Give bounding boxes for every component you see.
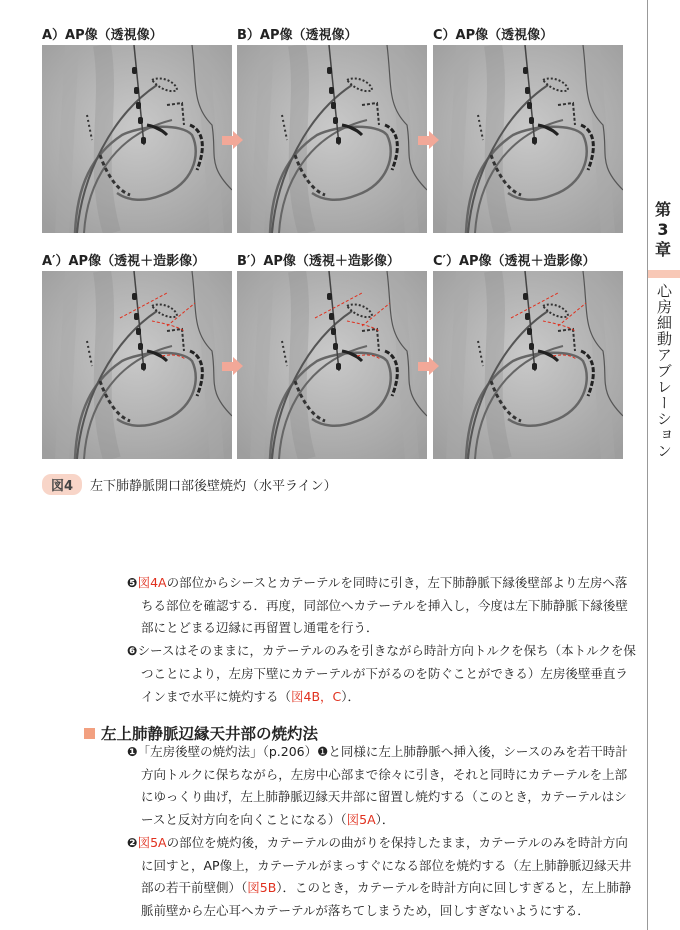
fluoroscopy-image-a <box>42 45 232 233</box>
item-text-tail: ）．このとき，カテーテルを時計方向に回しすぎると，左上肺静脈前壁から左心耳へカテーテルが落ちてしまうため，回しすぎないようにする． <box>141 880 632 918</box>
item-number: ❶ <box>127 744 138 759</box>
item-text: シースはそのままに，カテーテルのみを引きながら時計方向トルクを保ち（本トルクを保つことにより，左房下壁にカテーテルが下がるのを防ぐことができる）左房後壁垂直ラインまで水平に焼灼する（ <box>137 643 636 704</box>
figure-ref-link[interactable]: 図5A <box>346 812 376 828</box>
panel-label-b-prime: B′）AP像（透視＋造影像） <box>237 254 400 269</box>
contrast-image-c <box>433 271 623 459</box>
item-text: 「左房後壁の焼灼法」（p.206）❶と同様に左上肺静脈へ挿入後，シースのみを若干時計方向トルクに保ちながら，左房中心部まで徐々に引き，それと同時にカテーテルを上部にゆっくり曲げ，左上肺静脈辺縁天井部に留置し焼灼する（このとき，カテーテルはシースと反対方向を向くことになる）（ <box>137 744 628 828</box>
item-text-tail: ）． <box>341 688 361 704</box>
sidebar-divider <box>647 0 648 930</box>
section2-list <box>127 741 637 923</box>
panel-label-c: C）AP像（透視像） <box>433 28 554 43</box>
list-item <box>127 741 637 832</box>
chapter-suffix: 章 <box>654 240 671 259</box>
list-item <box>127 572 637 640</box>
item-text-tail: ）． <box>375 812 395 828</box>
list-item <box>127 832 637 923</box>
chapter-accent-bar <box>648 270 680 278</box>
chapter-prefix: 第 <box>654 200 671 219</box>
item-number: ❷ <box>127 834 138 850</box>
chapter-num: 3 <box>657 220 669 239</box>
figure-ref-link[interactable]: 図4A <box>137 575 167 590</box>
figure-ref-link[interactable]: 図5A <box>137 834 167 850</box>
figure-caption <box>42 474 337 495</box>
caption-text: 左下肺静脈開口部後壁焼灼（水平ライン） <box>90 479 337 494</box>
item-number: ❻ <box>127 643 138 659</box>
panel-label-a-prime: A′）AP像（透視＋造影像） <box>42 254 206 269</box>
panel-label-b: B）AP像（透視像） <box>237 28 358 43</box>
contrast-image-b <box>237 271 427 459</box>
fluoroscopy-image-b <box>237 45 427 233</box>
panel-label-a: A）AP像（透視像） <box>42 28 163 43</box>
heading-square-icon <box>84 728 95 739</box>
item-text: の部位からシースとカテーテルを同時に引き，左下肺静脈下縁後壁部より左房へ落ちる部位を確認する．再度，同部位へカテーテルを挿入し，今度は左下肺静脈下縁後壁部にとどまる辺縁に再留置し通電を行う． <box>141 575 628 636</box>
section1-list <box>127 572 637 708</box>
figure-ref-link[interactable]: 図4B，C <box>291 688 342 704</box>
item-number: ❺ <box>127 575 138 590</box>
panel-label-c-prime: C′）AP像（透視＋造影像） <box>433 254 596 269</box>
heading-text: 左上肺静脈辺縁天井部の焼灼法 <box>101 725 319 743</box>
contrast-image-a <box>42 271 232 459</box>
figure-number-badge: 図4 <box>42 474 82 495</box>
chapter-title: 心房細動アブレーション <box>655 283 673 459</box>
list-item <box>127 640 637 708</box>
fluoroscopy-image-c <box>433 45 623 233</box>
chapter-number <box>652 200 674 260</box>
figure-ref-link[interactable]: 図5B <box>247 880 277 896</box>
item-text: の部位を焼灼後，カテーテルの曲がりを保持したまま，カテーテルのみを時計方向に回すと，AP像上，カテーテルがまっすぐになる部位を焼灼する（左上肺静脈辺縁天井部の若干前壁側）（ <box>141 834 632 896</box>
